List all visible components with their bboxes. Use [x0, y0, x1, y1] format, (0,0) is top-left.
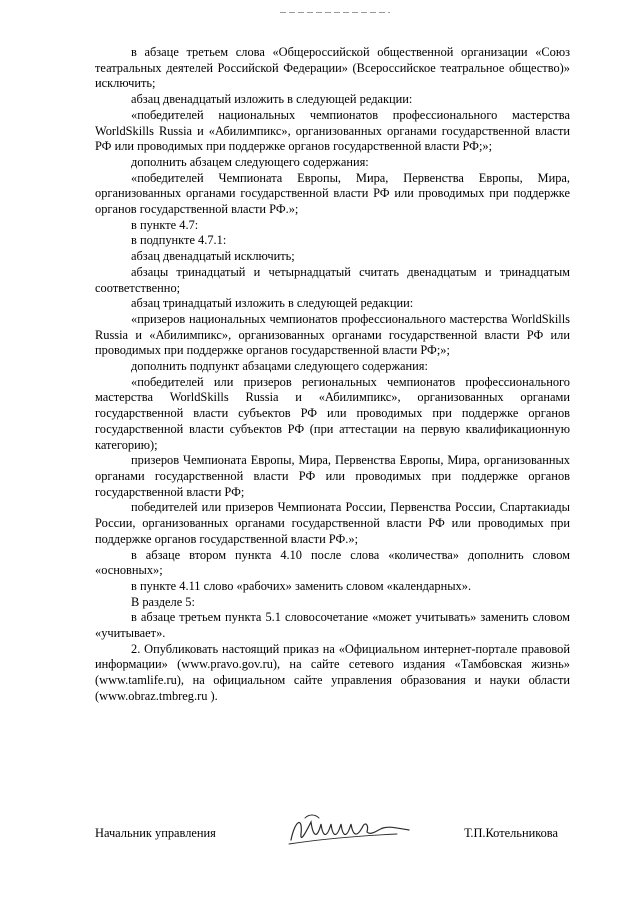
paragraph: 2. Опубликовать настоящий приказ на «Официальном интернет-портале правовой информации» (www.pravo.gov.ru), на сайте сетевого издания «Тамбовская жизнь» (www.tamlife.ru), на официальном сайте управления образования и науки области (www.obraz.tmbreg.ru ).	[95, 641, 570, 703]
paragraph: в пункте 4.11 слово «рабочих» заменить словом «календарных».	[131, 578, 472, 593]
paragraph: «победителей национальных чемпионатов профессионального мастерства WorldSkills Russia и «Абилимпикс», организованных органами государственной власти РФ или проводимых при поддержке органов государственной власти РФ;»;	[95, 107, 570, 154]
paragraph: победителей или призеров Чемпионата России, Первенства России, Спартакиады России, организованных органами государственной власти РФ или проводимых при поддержке органов государственной власти РФ.»;	[95, 500, 570, 546]
paragraph: в абзаце втором пункта 4.10 после слова «количества» дополнить словом «основных»;	[95, 547, 570, 578]
document-body	[95, 45, 570, 705]
paragraph: в абзаце третьем пункта 5.1 словосочетание «может учитывать» заменить словом «учитывает».	[95, 610, 570, 641]
paragraph: абзац тринадцатый изложить в следующей редакции:	[131, 296, 414, 311]
paragraph: «победителей Чемпионата Европы, Мира, Первенства Европы, Мира, организованных органами государственной власти РФ или проводимых при поддержке органов государственной власти РФ.»;	[95, 170, 570, 217]
paragraph: призеров Чемпионата Европы, Мира, Первенства Европы, Мира, организованных органами государственной власти РФ или проводимых при поддержке органов государственной власти РФ;	[95, 453, 570, 499]
position-title: Начальник управления	[95, 826, 216, 840]
signatory-name: Т.П.Котельникова	[464, 826, 558, 840]
paragraph: в абзаце третьем слова «Общероссийской общественной организации «Союз театральных деятелей Российской Федерации» (Всероссийское театральное общество)» исключить;	[95, 45, 570, 91]
paragraph: в пункте 4.7:	[131, 217, 199, 232]
paragraph: «призеров национальных чемпионатов профессионального мастерства WorldSkills Russia и «Абилимпикс», организованных органами государственной власти РФ или проводимых при поддержке органов государственной власти РФ;»;	[95, 311, 570, 358]
paragraph: «победителей или призеров региональных чемпионатов профессионального мастерства WorldSkills Russia и «Абилимпикс», организованных органами государственной власти субъектов РФ или проводимых при поддержке органов государственной власти субъектов РФ (при аттестации на первую квалификационную категорию);	[95, 374, 570, 452]
signature-block	[95, 810, 570, 855]
paragraph: В разделе 5:	[131, 594, 195, 609]
paragraph: абзац двенадцатый изложить в следующей редакции:	[131, 92, 413, 107]
paragraph: дополнить абзацем следующего содержания:	[131, 154, 369, 169]
scan-artifact-line	[280, 12, 390, 13]
paragraph: абзац двенадцатый исключить;	[131, 249, 295, 264]
paragraph: в подпункте 4.7.1:	[131, 233, 227, 248]
paragraph: абзацы тринадцатый и четырнадцатый считать двенадцатым и тринадцатым соответственно;	[95, 264, 570, 295]
handwritten-signature	[285, 810, 425, 852]
paragraph: дополнить подпункт абзацами следующего содержания:	[131, 359, 428, 374]
